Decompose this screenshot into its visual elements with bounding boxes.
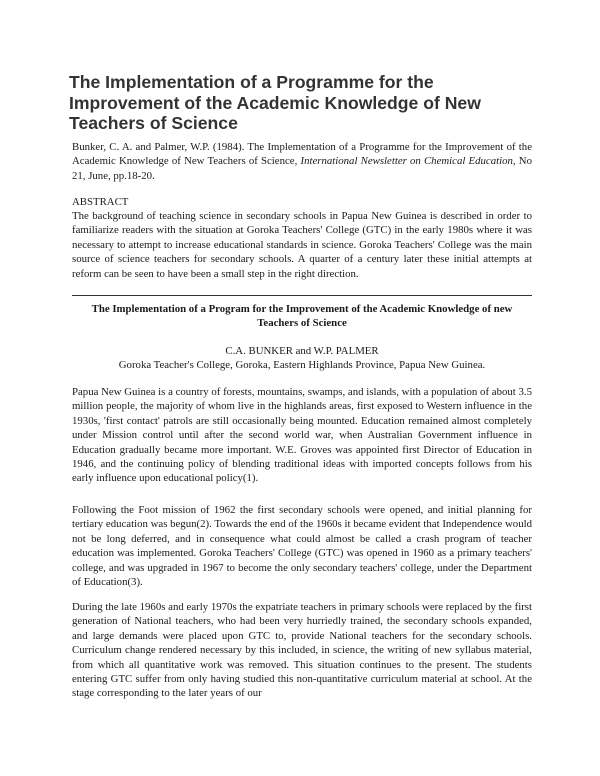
citation-details: , No 21, June, pp.18-20. <box>72 155 532 182</box>
body-paragraph: Following the Foot mission of 1962 the first secondary schools were opened, and initial planning for tertiary education was begun(2). Towards the end of the 1960s it became evident that Independence would not be long deferred, and in consequence what could almost be called a crash program of teacher education was implemented. Goroka Teachers' College (GTC) was opened in 1960 as a primary teachers' college, and was upgraded in 1967 to become the only secondary teachers' college, under the Department of Education(3). <box>72 504 532 589</box>
section-divider <box>72 295 532 296</box>
article-title: The Implementation of a Program for the Improvement of the Academic Knowledge of new Teachers of Science <box>91 303 513 330</box>
abstract-heading: ABSTRACT <box>72 196 129 208</box>
article-affiliation: Goroka Teacher's College, Goroka, Eastern Highlands Province, Papua New Guinea. <box>118 359 486 371</box>
article-authors: C.A. BUNKER and W.P. PALMER <box>225 345 379 357</box>
citation <box>72 140 532 183</box>
abstract-text: The background of teaching science in secondary schools in Papua New Guinea is described in order to familiarize readers with the situation at Goroka Teachers' College (GTC) in the early 1980s where it was necessary to attempt to increase educational standards in science. Goroka Teachers' College was the main source of science teachers for secondary schools. A quarter of a century later these initial attempts at reform can be seen to have been a small step in the right direction. <box>72 210 532 280</box>
body-paragraph: During the late 1960s and early 1970s the expatriate teachers in primary schools were replaced by the first generation of National teachers, who had been very hurriedly trained, the secondary schools expanded, and large demands were placed upon GTC to, provide National teachers for the secondary schools. Curriculum change rendered necessary by this included, in science, the writing of new syllabus material, from which all quantitative work was removed. This situation continues to the present. The students entering GTC suffer from only having studied this non-quantitative curriculum material at school. At the stage corresponding to the later years of our <box>72 601 532 700</box>
citation-journal: International Newsletter on Chemical Education <box>300 155 513 168</box>
citation-authors-and-title: Bunker, C. A. and Palmer, W.P. (1984). The Implementation of a Programme for the Improvement of the Academic Knowledge of New Teachers of Science, <box>72 141 532 168</box>
body-paragraph: Papua New Guinea is a country of forests, mountains, swamps, and islands, with a population of about 3.5 million people, the majority of whom live in the highlands areas, first exposed to Western influence in the 1930s, 'first contact' patrols are still occasionally being mounted. Education remained almost completely under Mission control until after the second world war, when Australian Government influence in Education gradually became more important. W.E. Groves was appointed first Director of Education in 1946, and the continuing policy of blending traditional ideas with imported concepts follows from his early influence upon educational policy(1). <box>72 386 532 485</box>
page-title: The Implementation of a Programme for the Improvement of the Academic Knowledge of New Teachers of Science <box>69 72 481 133</box>
